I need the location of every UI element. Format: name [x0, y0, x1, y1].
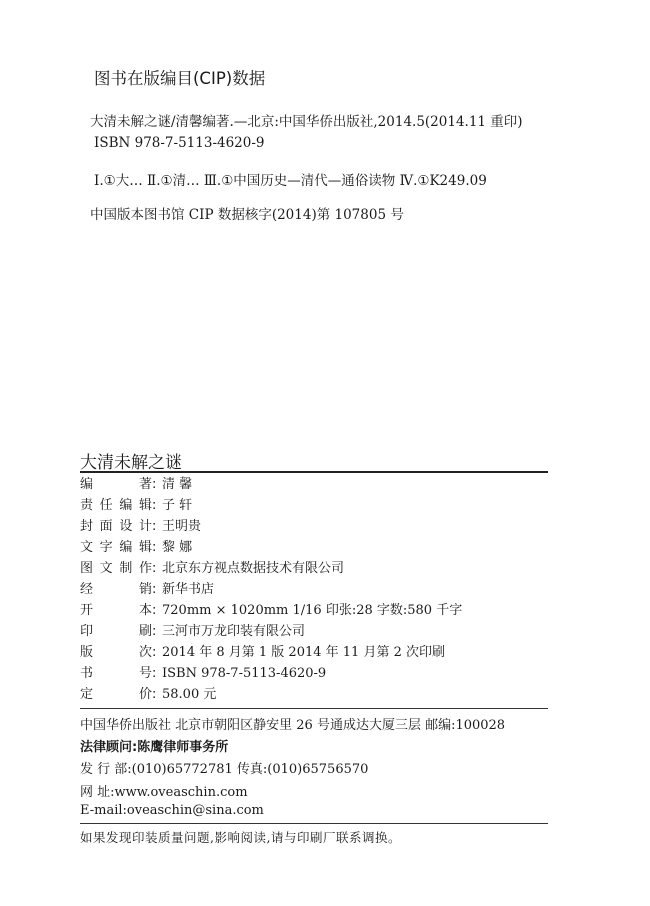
credit-row: 经销: 新华书店	[80, 580, 214, 600]
quality-notice: 如果发现印装质量问题,影响阅读,请与印刷厂联系调换。	[80, 830, 401, 845]
credit-row: 封面设计: 王明贵	[80, 517, 201, 537]
publisher-email: E-mail:oveaschin@sina.com	[80, 803, 264, 818]
credit-row: 定价: 58.00 元	[80, 685, 216, 705]
credit-value: 北京东方视点数据技术有限公司	[162, 561, 345, 576]
cip-isbn: ISBN 978-7-5113-4620-9	[94, 135, 265, 151]
credit-row: 图文制作: 北京东方视点数据技术有限公司	[80, 559, 344, 579]
publisher-divider	[80, 708, 548, 709]
credit-row: 书号: ISBN 978-7-5113-4620-9	[80, 664, 326, 684]
credit-row: 编著: 清 馨	[80, 475, 192, 495]
title-divider	[80, 471, 548, 473]
credit-value: ISBN 978-7-5113-4620-9	[162, 666, 327, 681]
credit-row: 文字编辑: 黎 娜	[80, 538, 192, 558]
credit-row: 开本: 720mm × 1020mm 1/16 印张:28 字数:580 千字	[80, 601, 462, 621]
credit-value: 子 轩	[162, 498, 193, 513]
publisher-address: 中国华侨出版社 北京市朝阳区静安里 26 号通成达大厦三层 邮编:100028	[80, 718, 506, 733]
credit-value: 黎 娜	[162, 540, 193, 555]
credit-value: 王明贵	[162, 519, 202, 534]
credit-label: 开本	[80, 603, 152, 618]
book-title: 大清未解之谜	[80, 453, 182, 473]
credit-label: 印刷	[80, 624, 152, 639]
credit-value: 58.00 元	[162, 687, 217, 702]
credit-label: 编著	[80, 477, 152, 492]
credit-value: 三河市万龙印装有限公司	[162, 624, 306, 639]
cip-citation: 大清未解之谜/清馨编著.—北京:中国华侨出版社,2014.5(2014.11 重印)	[90, 114, 523, 130]
cip-heading: 图书在版编目(CIP)数据	[94, 69, 266, 88]
credit-row: 印刷: 三河市万龙印装有限公司	[80, 622, 305, 642]
credit-value: 清 馨	[162, 477, 193, 492]
credit-label: 经销	[80, 582, 152, 597]
credit-label: 图文制作	[80, 561, 152, 576]
credit-label: 版次	[80, 645, 152, 660]
credit-value: 新华书店	[162, 582, 215, 597]
credit-label: 封面设计	[80, 519, 152, 534]
credit-label: 书号	[80, 666, 152, 681]
credit-label: 定价	[80, 687, 152, 702]
credit-value: 2014 年 8 月第 1 版 2014 年 11 月第 2 次印刷	[162, 645, 445, 660]
credit-value: 720mm × 1020mm 1/16 印张:28 字数:580 千字	[162, 603, 463, 618]
credit-label: 责任编辑	[80, 498, 152, 513]
credit-row: 版次: 2014 年 8 月第 1 版 2014 年 11 月第 2 次印刷	[80, 643, 445, 663]
legal-counsel: 法律顾问:陈鹰律师事务所	[80, 740, 229, 755]
credit-label: 文字编辑	[80, 540, 152, 555]
publisher-website: 网 址:www.oveaschin.com	[80, 785, 248, 800]
cip-record-number: 中国版本图书馆 CIP 数据核字(2014)第 107805 号	[90, 207, 404, 223]
publisher-phone: 发 行 部:(010)65772781 传真:(010)65756570	[80, 762, 369, 777]
credit-row: 责任编辑: 子 轩	[80, 496, 192, 516]
cip-classification: Ⅰ.①大… Ⅱ.①清… Ⅲ.①中国历史—清代—通俗读物 Ⅳ.①K249.09	[94, 173, 487, 189]
notice-divider	[80, 823, 548, 824]
